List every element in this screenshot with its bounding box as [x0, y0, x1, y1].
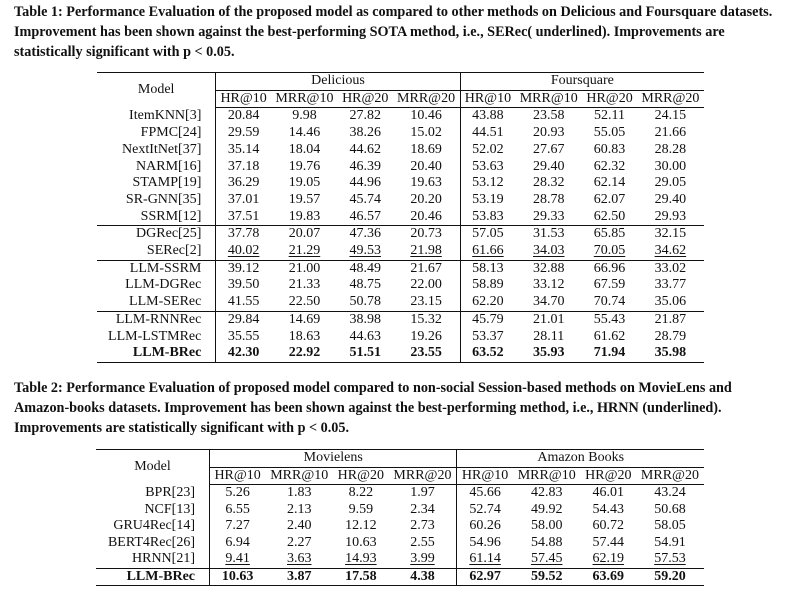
table1-value-cell: 29.93 — [654, 208, 687, 224]
table2-model-name: BPR[23] — [96, 485, 210, 502]
table1-value-cell: 21.00 — [271, 260, 338, 277]
table2-model-name: NCF[13] — [96, 502, 210, 519]
table1-value-cell: 28.11 — [533, 328, 565, 344]
table2-metric-header: MRR@10 — [513, 467, 581, 485]
table1-value-cell: 33.02 — [637, 260, 704, 277]
table1-value-cell: 20.73 — [392, 226, 460, 243]
table1-value-cell: 53.63 — [460, 159, 515, 176]
table1-value-cell: 44.63 — [349, 328, 381, 344]
table2-metric-header: HR@10 — [457, 467, 513, 485]
table2-value-cell: 57.44 — [592, 534, 625, 550]
table1-model-name: LLM-BRec — [97, 345, 216, 362]
table2-value-cell: 62.19 — [592, 551, 625, 566]
table1-value-cell: 23.55 — [392, 345, 460, 362]
table1-value-cell: 15.32 — [392, 311, 460, 328]
table1-value-cell: 27.82 — [349, 108, 381, 124]
table1-value-cell: 32.88 — [515, 260, 582, 277]
table1-value-cell: 19.63 — [410, 175, 442, 191]
table1-value-cell: 14.69 — [271, 311, 338, 328]
table1-value-cell: 21.33 — [288, 277, 321, 293]
table1-value-cell: 18.04 — [288, 141, 321, 157]
table2-metric-header: HR@20 — [581, 467, 636, 485]
table2-value-cell: 49.92 — [530, 501, 563, 517]
table1-value-cell: 70.74 — [593, 294, 626, 310]
table2-value-cell: 14.93 — [345, 551, 377, 566]
table1-row — [97, 108, 704, 125]
table2-value-cell: 9.41 — [225, 551, 250, 566]
table1-value-cell: 39.50 — [227, 277, 260, 293]
table1-value-cell: 18.63 — [288, 328, 321, 344]
table2-metric-header: MRR@20 — [636, 467, 704, 485]
table1-row — [97, 175, 704, 192]
table1-value-cell: 50.78 — [349, 294, 381, 310]
table1-value-cell: 51.51 — [338, 345, 392, 362]
table1-value-cell: 45.79 — [460, 311, 515, 328]
table1-value-cell: 29.59 — [227, 125, 260, 141]
table1-value-cell: 53.19 — [460, 192, 515, 209]
table1-metric-header: MRR@10 — [271, 90, 338, 108]
table2-row — [96, 518, 704, 535]
table1-value-cell: 62.20 — [460, 294, 515, 311]
table1-value-cell: 35.98 — [637, 345, 704, 362]
table2-value-cell: 60.72 — [592, 518, 625, 533]
table2-value-cell: 54.88 — [530, 534, 563, 550]
table2-model-name: GRU4Rec[14] — [96, 518, 210, 535]
table2-value-cell: 2.27 — [286, 534, 312, 550]
table2-value-cell: 3.87 — [265, 568, 333, 586]
table1-value-cell: 36.29 — [227, 175, 260, 191]
table2-value-cell: 60.26 — [457, 518, 513, 535]
table2-value-cell: 57.45 — [530, 551, 563, 566]
table2-value-cell: 3.63 — [286, 551, 312, 566]
table2-row — [96, 535, 704, 552]
table1-value-cell: 35.06 — [654, 294, 687, 310]
table2-group-amazon-books: Amazon Books — [457, 450, 704, 468]
table2-value-cell: 9.59 — [348, 501, 374, 517]
table1-metric-header: HR@20 — [338, 90, 392, 108]
table1-value-cell: 14.46 — [288, 125, 321, 141]
table2-value-cell: 10.63 — [345, 534, 377, 550]
table2-value-cell: 2.13 — [286, 501, 312, 517]
table1-value-cell: 30.00 — [654, 158, 687, 174]
table1-value-cell: 19.83 — [288, 208, 321, 224]
table1-row — [97, 345, 704, 362]
table1-model-name: STAMP[19] — [97, 175, 216, 192]
table1-metric-header: MRR@20 — [392, 90, 460, 108]
table1-value-cell: 53.12 — [460, 175, 515, 192]
table1-model-name: LLM-SSRM — [97, 260, 216, 277]
table1-metric-header: HR@20 — [582, 90, 636, 108]
table2-value-cell: 52.74 — [457, 502, 513, 519]
table1-value-cell: 61.62 — [593, 328, 626, 344]
table1-value-cell: 37.18 — [227, 158, 260, 174]
table2-value-cell: 2.34 — [410, 501, 435, 517]
table1-model-name: SSRM[12] — [97, 209, 216, 226]
table1-model-name: LLM-RNNRec — [97, 311, 216, 328]
table1-value-cell: 10.46 — [410, 108, 442, 124]
table1-value-cell: 37.01 — [227, 191, 260, 207]
table2-row — [96, 568, 704, 586]
table2-value-cell: 6.55 — [225, 501, 250, 517]
table2-group-movielens: Movielens — [210, 450, 457, 468]
table1-metric-header: HR@10 — [460, 90, 515, 108]
table2-value-cell: 57.53 — [654, 551, 686, 566]
table2-row — [96, 551, 704, 568]
table1-value-cell: 52.11 — [594, 108, 626, 124]
table1-value-cell: 53.83 — [460, 209, 515, 226]
table1-model-name: ItemKNN[3] — [97, 108, 216, 125]
table1-value-cell: 37.51 — [227, 208, 260, 224]
table1-value-cell: 71.94 — [582, 345, 636, 362]
table2-value-cell: 45.66 — [457, 485, 513, 502]
table1-value-cell: 21.87 — [637, 311, 704, 328]
table2-value-cell: 10.63 — [210, 568, 266, 586]
table1-value-cell: 20.07 — [271, 226, 338, 243]
table1-row — [97, 294, 704, 311]
table1-model-name: NARM[16] — [97, 159, 216, 176]
table1-value-cell: 28.28 — [654, 141, 687, 157]
table2-value-cell: 62.97 — [457, 568, 513, 586]
table1-value-cell: 21.29 — [288, 243, 321, 259]
table1-value-cell: 46.39 — [349, 158, 381, 174]
table1-value-cell: 57.05 — [460, 226, 515, 243]
table1-value-cell: 48.49 — [338, 260, 392, 277]
table2-value-cell: 6.94 — [225, 534, 250, 550]
table1-value-cell: 29.05 — [654, 175, 687, 191]
table1-value-cell: 55.43 — [582, 311, 636, 328]
table1-value-cell: 40.02 — [227, 243, 260, 259]
table1-value-cell: 32.15 — [637, 226, 704, 243]
table1-value-cell: 19.57 — [288, 191, 321, 207]
table1-value-cell: 29.40 — [532, 158, 565, 174]
table1-value-cell: 22.92 — [271, 345, 338, 362]
table1-model-name: FPMC[24] — [97, 125, 216, 142]
table1-value-cell: 34.03 — [532, 243, 565, 259]
table2-value-cell: 58.00 — [530, 518, 563, 533]
table2-value-cell: 12.12 — [345, 518, 377, 533]
table1-row — [97, 329, 704, 346]
table1-value-cell: 34.70 — [532, 294, 565, 310]
table1-value-cell: 23.15 — [410, 294, 442, 310]
table1-value-cell: 38.26 — [349, 125, 381, 141]
table1-value-cell: 65.85 — [582, 226, 636, 243]
table1-value-cell: 43.88 — [460, 108, 515, 125]
table2-value-cell: 54.96 — [457, 535, 513, 552]
table1-value-cell: 29.33 — [532, 208, 565, 224]
table1-value-cell: 23.58 — [532, 108, 565, 124]
table1-row — [97, 192, 704, 209]
table1-value-cell: 9.98 — [292, 108, 317, 124]
table1-value-cell: 28.78 — [532, 191, 565, 207]
table1-metric-header: HR@10 — [216, 90, 271, 108]
table1-metric-header: MRR@10 — [515, 90, 582, 108]
table2 — [96, 449, 704, 586]
table1-value-cell: 55.05 — [593, 125, 626, 141]
table1-value-cell: 15.02 — [410, 125, 442, 141]
table2-model-header: Model — [96, 450, 210, 485]
table2-model-name: HRNN[21] — [96, 551, 210, 568]
table1-value-cell: 44.51 — [460, 125, 515, 142]
table1-row — [97, 125, 704, 142]
table1-value-cell: 35.14 — [227, 141, 260, 157]
table1-row — [97, 260, 704, 277]
table2-value-cell: 1.83 — [286, 485, 312, 500]
table1-value-cell: 61.66 — [460, 243, 515, 260]
table2-row — [96, 485, 704, 502]
table1-value-cell: 21.98 — [410, 243, 442, 259]
table1-value-cell: 49.53 — [349, 243, 381, 259]
table1-value-cell: 63.52 — [460, 345, 515, 362]
table1-value-cell: 47.36 — [338, 226, 392, 243]
table1-value-cell: 28.32 — [532, 175, 565, 191]
table1-value-cell: 48.75 — [349, 277, 381, 293]
table1-value-cell: 18.69 — [410, 141, 442, 157]
table1-model-name: NextItNet[37] — [97, 142, 216, 159]
table1-value-cell: 45.74 — [349, 191, 381, 207]
table1-group-delicious: Delicious — [216, 73, 460, 91]
table2-model-name: BERT4Rec[26] — [96, 535, 210, 552]
table1-value-cell: 21.66 — [654, 125, 687, 141]
table1-model-name: SR-GNN[35] — [97, 192, 216, 209]
table2-value-cell: 7.27 — [225, 518, 250, 533]
table1-row — [97, 243, 704, 260]
table1-value-cell: 20.84 — [227, 108, 260, 124]
table1-value-cell: 41.55 — [227, 294, 260, 310]
table1-caption: Table 1: Performance Evaluation of the proposed model as compared to other methods on Delicious and Foursquare datasets. Improvement has been shown against the best-performing SOTA method, i.e., SERec( underlined). Improvements are statistically significant with p < 0.05. — [14, 4, 773, 60]
table1-row — [97, 209, 704, 226]
table2-value-cell: 4.38 — [388, 568, 457, 586]
table1-row — [97, 142, 704, 159]
table1-value-cell: 62.32 — [593, 158, 626, 174]
table2-value-cell: 2.55 — [410, 534, 435, 550]
table1-value-cell: 44.96 — [349, 175, 381, 191]
table1-value-cell: 19.76 — [288, 158, 321, 174]
table1-model-header: Model — [97, 73, 216, 108]
table1-model-name: SERec[2] — [97, 243, 216, 260]
table1-model-name: LLM-SERec — [97, 294, 216, 311]
table1-value-cell: 20.93 — [532, 125, 565, 141]
table1-value-cell: 29.40 — [654, 191, 687, 207]
table2-value-cell: 61.14 — [457, 551, 513, 568]
table1-value-cell: 28.79 — [654, 328, 687, 344]
table2-value-cell: 59.20 — [636, 568, 704, 586]
table1-value-cell: 31.53 — [515, 226, 582, 243]
table1-value-cell: 42.30 — [216, 345, 271, 362]
table1-value-cell: 22.00 — [410, 277, 442, 293]
table2-value-cell: 58.05 — [654, 518, 686, 533]
table1-value-cell: 34.62 — [654, 243, 687, 259]
table1-value-cell: 52.02 — [460, 142, 515, 159]
table2-caption: Table 2: Performance Evaluation of proposed model compared to non-social Session-based methods on MovieLens and Amazon-books datasets. Improvement has been shown against the best-performing method, i.e., HRNN (underlined). Improvements are statistically significant with p < 0.05. — [14, 380, 732, 436]
table2-value-cell: 46.01 — [592, 485, 625, 500]
table1-value-cell: 60.83 — [593, 141, 626, 157]
table2-value-cell: 1.97 — [410, 485, 435, 500]
table2-value-cell: 8.22 — [348, 485, 374, 500]
table2-metric-header: HR@10 — [210, 467, 266, 485]
table1-value-cell: 46.57 — [349, 208, 381, 224]
table1-value-cell: 24.15 — [654, 108, 687, 124]
table1-value-cell: 70.05 — [593, 243, 626, 259]
table1-group-foursquare: Foursquare — [460, 73, 704, 91]
table2-value-cell: 17.58 — [333, 568, 388, 586]
table2-value-cell: 3.99 — [410, 551, 435, 566]
table2-value-cell: 59.52 — [513, 568, 581, 586]
table1-model-name: LLM-LSTMRec — [97, 329, 216, 346]
table2-row — [96, 502, 704, 519]
table1-metric-header: MRR@20 — [637, 90, 704, 108]
table1-value-cell: 27.67 — [532, 141, 565, 157]
table1-value-cell: 20.40 — [410, 158, 442, 174]
table1-value-cell: 53.37 — [460, 329, 515, 346]
table1-value-cell: 19.26 — [410, 328, 442, 344]
table1-value-cell: 21.67 — [392, 260, 460, 277]
table1-value-cell: 62.07 — [593, 191, 626, 207]
table1 — [97, 72, 704, 363]
table1-value-cell: 21.01 — [515, 311, 582, 328]
table1-value-cell: 62.14 — [593, 175, 626, 191]
table1-value-cell: 20.46 — [410, 208, 442, 224]
table2-metric-header: MRR@20 — [388, 467, 457, 485]
table2-value-cell: 5.26 — [225, 485, 250, 500]
table1-value-cell: 33.12 — [532, 277, 565, 293]
table1-model-name: LLM-DGRec — [97, 277, 216, 294]
table2-metric-header: HR@20 — [333, 467, 388, 485]
table1-value-cell: 22.50 — [288, 294, 321, 310]
table1-value-cell: 37.78 — [216, 226, 271, 243]
table1-value-cell: 67.59 — [593, 277, 626, 293]
table1-row — [97, 159, 704, 176]
table2-value-cell: 2.73 — [410, 518, 435, 533]
table2-value-cell: 42.83 — [530, 485, 563, 500]
table1-row — [97, 277, 704, 294]
table2-value-cell: 54.43 — [592, 501, 625, 517]
table1-value-cell: 19.05 — [288, 175, 321, 191]
table1-value-cell: 35.93 — [515, 345, 582, 362]
table2-model-name: LLM-BRec — [96, 568, 210, 586]
table1-value-cell: 38.98 — [338, 311, 392, 328]
table2-value-cell: 50.68 — [654, 501, 686, 517]
table1-row — [97, 226, 704, 243]
table2-value-cell: 43.24 — [654, 485, 686, 500]
table2-value-cell: 2.40 — [286, 518, 312, 533]
table1-value-cell: 58.89 — [460, 277, 515, 294]
table2-metric-header: MRR@10 — [265, 467, 333, 485]
table1-model-name: DGRec[25] — [97, 226, 216, 243]
table1-row — [97, 311, 704, 328]
table1-value-cell: 33.77 — [654, 277, 687, 293]
table1-value-cell: 66.96 — [582, 260, 636, 277]
table2-value-cell: 63.69 — [581, 568, 636, 586]
table1-value-cell: 29.84 — [216, 311, 271, 328]
table1-value-cell: 44.62 — [349, 141, 381, 157]
table1-value-cell: 62.50 — [593, 208, 626, 224]
table1-value-cell: 35.55 — [227, 328, 260, 344]
table1-value-cell: 58.13 — [460, 260, 515, 277]
table1-value-cell: 20.20 — [410, 191, 442, 207]
table2-value-cell: 54.91 — [654, 534, 686, 550]
table1-value-cell: 39.12 — [216, 260, 271, 277]
